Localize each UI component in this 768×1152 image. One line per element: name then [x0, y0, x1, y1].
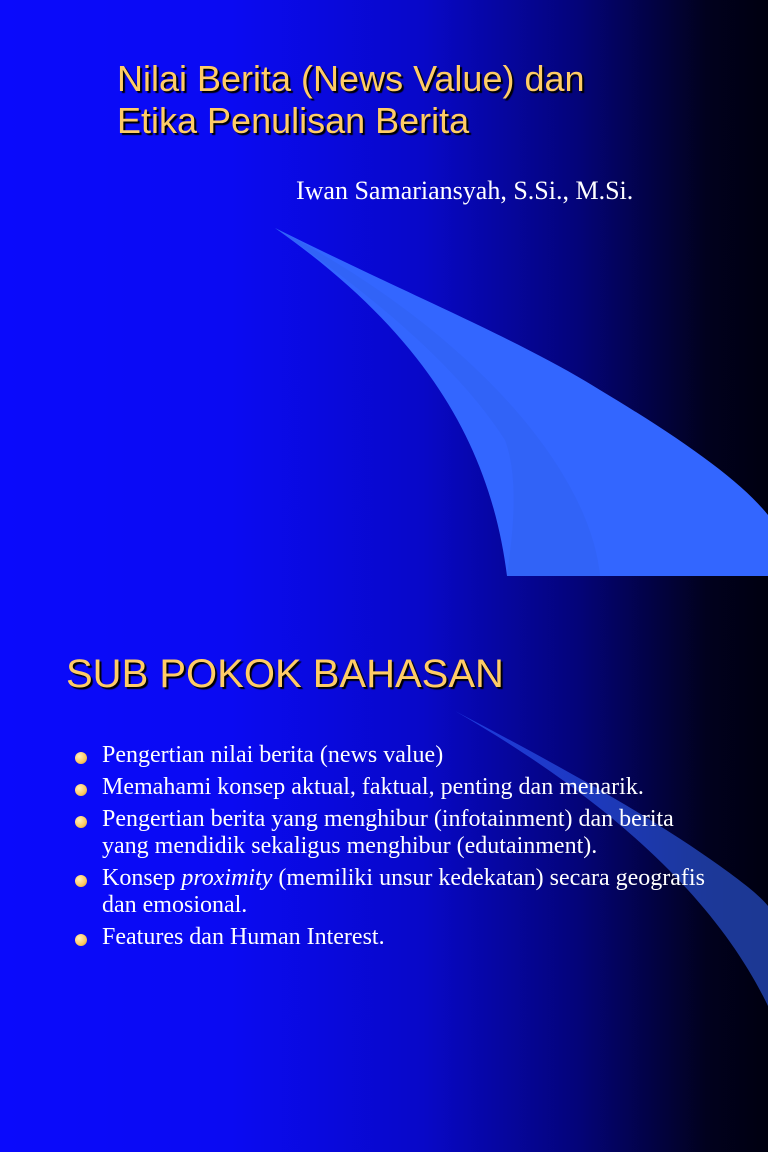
slide-2 — [0, 576, 768, 1152]
title-line-1: Nilai Berita (News Value) dan — [117, 58, 585, 99]
bullet-dot-icon — [75, 752, 87, 764]
list-item: Pengertian berita yang menghibur (infotainment) dan berita yang mendidik sekaligus menghibur (edutainment). — [70, 806, 710, 860]
topic-list — [70, 742, 710, 956]
list-item: Features dan Human Interest. — [70, 924, 710, 951]
list-item: Pengertian nilai berita (news value) — [70, 742, 710, 769]
title-line-2: Etika Penulisan Berita — [117, 100, 470, 141]
bullet-dot-icon — [75, 816, 87, 828]
bullet-dot-icon — [75, 784, 87, 796]
slide-1-title — [117, 58, 737, 142]
list-item: Memahami konsep aktual, faktual, penting dan menarik. — [70, 774, 710, 801]
bullet-dot-icon — [75, 875, 87, 887]
bullet-dot-icon — [75, 934, 87, 946]
author-name: Iwan Samariansyah, S.Si., M.Si. — [296, 176, 634, 205]
list-item: Konsep proximity (memiliki unsur kedekatan) secara geografis dan emosional. — [70, 865, 710, 919]
slide-2-title: SUB POKOK BAHASAN — [66, 652, 504, 696]
emphasis-text: proximity — [181, 865, 273, 891]
